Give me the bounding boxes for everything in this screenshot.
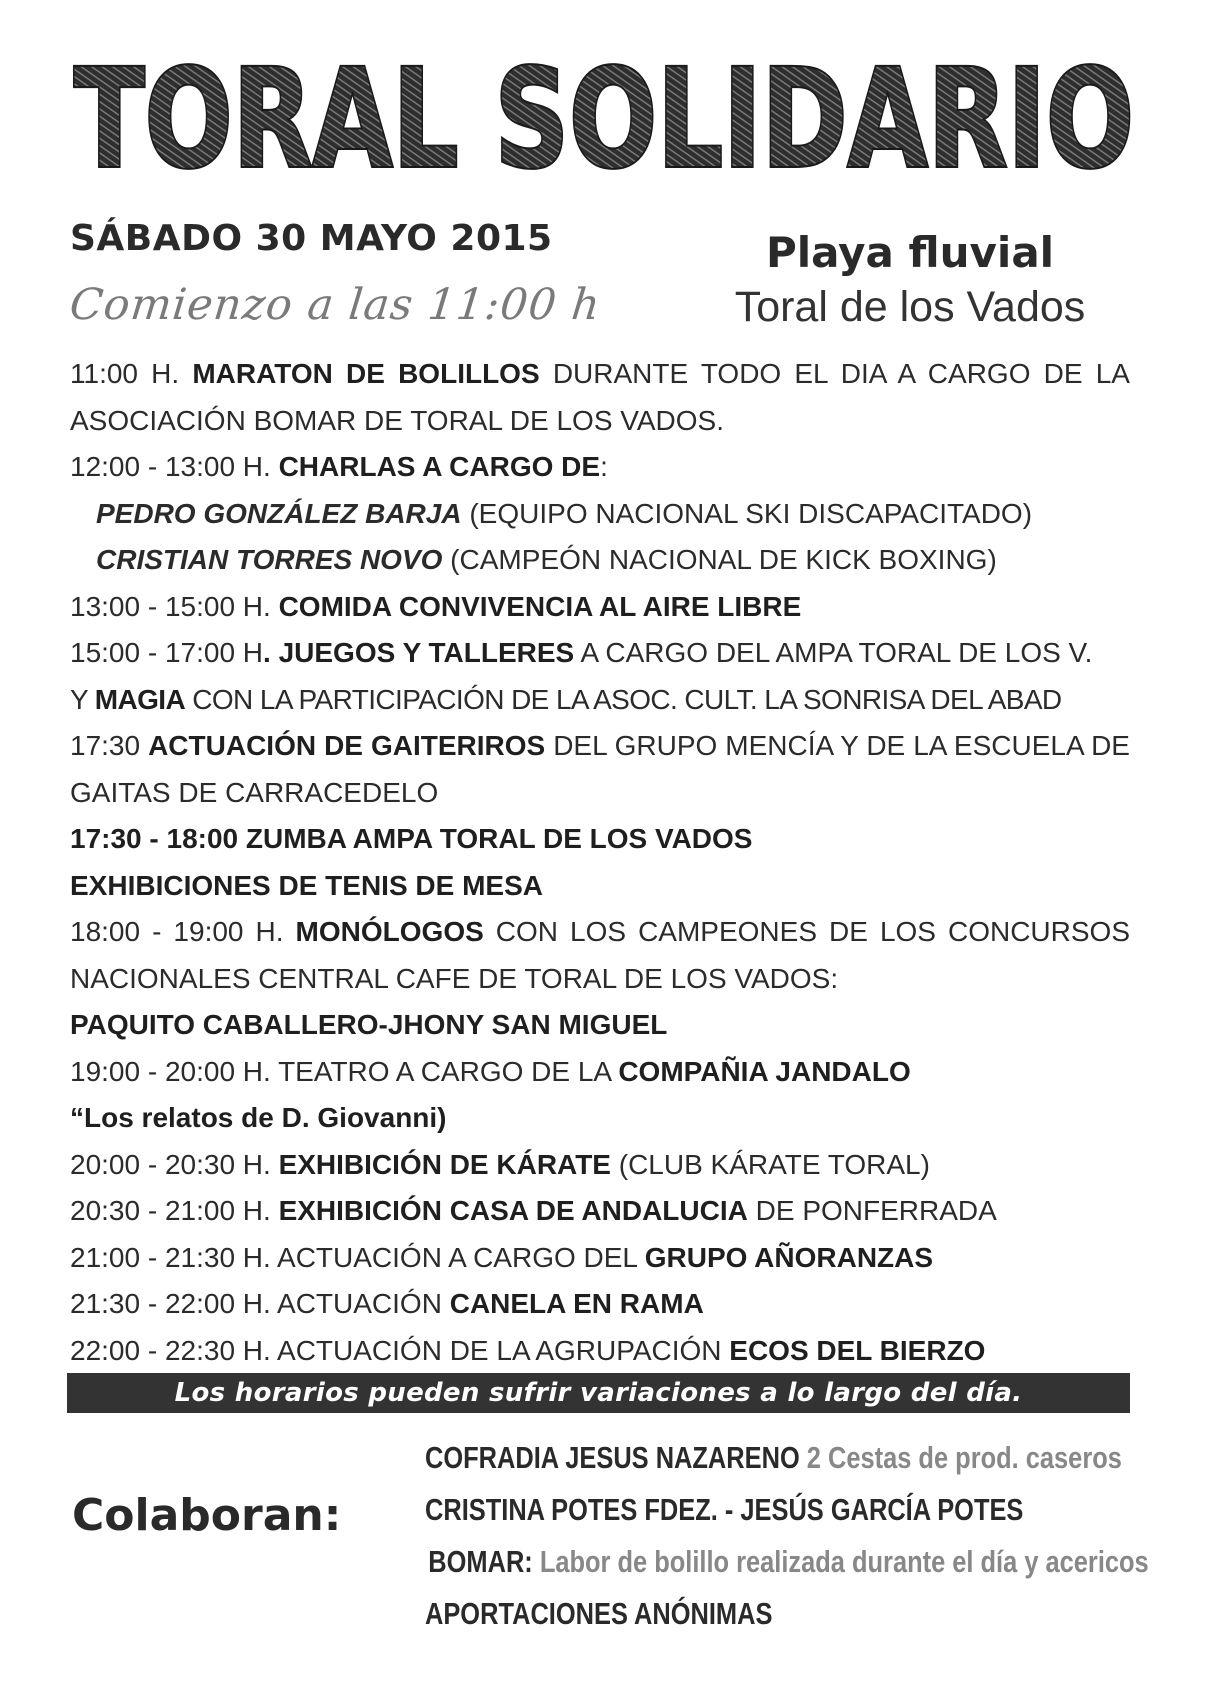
program-line: “Los relatos de D. Giovanni) xyxy=(70,1102,447,1133)
program-line: 19:00 - 20:00 H. TEATRO A CARGO DE LA COMPAÑIA JANDALO xyxy=(70,1055,911,1087)
program-line: 22:00 - 22:30 H. ACTUACIÓN DE LA AGRUPACIÓN ECOS DEL BIERZO xyxy=(70,1334,986,1366)
program-schedule xyxy=(70,351,1130,1374)
program-line: ASOCIACIÓN BOMAR DE TORAL DE LOS VADOS. xyxy=(70,404,725,436)
program-line: 20:00 - 20:30 H. EXHIBICIÓN DE KÁRATE (CLUB KÁRATE TORAL) xyxy=(70,1148,930,1180)
collaborators-label: Colaboran: xyxy=(72,1490,342,1541)
collaborator-item: APORTACIONES ANÓNIMAS xyxy=(425,1596,773,1631)
program-line: CRISTIAN TORRES NOVO (CAMPEÓN NACIONAL DE KICK BOXING) xyxy=(96,544,997,575)
program-line: NACIONALES CENTRAL CAFE DE TORAL DE LOS VADOS: xyxy=(70,962,839,994)
program-line: 21:30 - 22:00 H. ACTUACIÓN CANELA EN RAMA xyxy=(70,1288,704,1319)
program-line: GAITAS DE CARRACEDELO xyxy=(70,776,439,808)
event-date: SÁBADO 30 MAYO 2015 xyxy=(70,218,553,259)
venue xyxy=(690,228,1130,332)
program-line: 17:30 ACTUACIÓN DE GAITERIROS DEL GRUPO MENCÍA Y DE LA ESCUELA DE xyxy=(70,730,1130,761)
start-time: Comienzo a las 11:00 h xyxy=(67,280,604,330)
program-line: PEDRO GONZÁLEZ BARJA (EQUIPO NACIONAL SKI DISCAPACITADO) xyxy=(96,497,1033,529)
program-line: Y MAGIA CON LA PARTICIPACIÓN DE LA ASOC. CULT. LA SONRISA DEL ABAD xyxy=(70,683,1062,715)
collaborator-item: CRISTINA POTES FDEZ. - JESÚS GARCÍA POTES xyxy=(425,1492,1024,1527)
program-line: 15:00 - 17:00 H. JUEGOS Y TALLERES A CARGO DEL AMPA TORAL DE LOS V. xyxy=(70,637,1093,668)
program-line: PAQUITO CABALLERO-JHONY SAN MIGUEL xyxy=(70,1009,668,1040)
program-line: 12:00 - 13:00 H. CHARLAS A CARGO DE: xyxy=(70,451,608,482)
venue-name: Playa fluvial xyxy=(765,228,1055,277)
collaborators-list xyxy=(425,1432,1205,1640)
schedule-notice-banner: Los horarios pueden sufrir variaciones a lo largo del día. xyxy=(67,1373,1130,1413)
program-line: 17:30 - 18:00 ZUMBA AMPA TORAL DE LOS VADOS xyxy=(70,823,753,854)
program-line: 21:00 - 21:30 H. ACTUACIÓN A CARGO DEL GRUPO AÑORANZAS xyxy=(70,1241,934,1273)
poster-title-text: TORAL SOLIDARIO xyxy=(74,58,1134,176)
collaborator-item: COFRADIA JESUS NAZARENO 2 Cestas de prod. caseros xyxy=(425,1440,1122,1475)
collaborator-item: BOMAR: Labor de bolillo realizada durante el día y acericos xyxy=(428,1544,1149,1579)
program-line: 18:00 - 19:00 H. MONÓLOGOS CON LOS CAMPEONES DE LOS CONCURSOS xyxy=(70,916,1130,947)
poster-title xyxy=(70,58,1138,176)
venue-town: Toral de los Vados xyxy=(734,283,1086,331)
program-line: 11:00 H. MARATON DE BOLILLOS DURANTE TODO EL DIA A CARGO DE LA xyxy=(70,358,1130,389)
program-line: 20:30 - 21:00 H. EXHIBICIÓN CASA DE ANDALUCIA DE PONFERRADA xyxy=(70,1195,997,1226)
program-line: 13:00 - 15:00 H. COMIDA CONVIVENCIA AL AIRE LIBRE xyxy=(70,590,802,622)
program-line: EXHIBICIONES DE TENIS DE MESA xyxy=(70,869,543,901)
